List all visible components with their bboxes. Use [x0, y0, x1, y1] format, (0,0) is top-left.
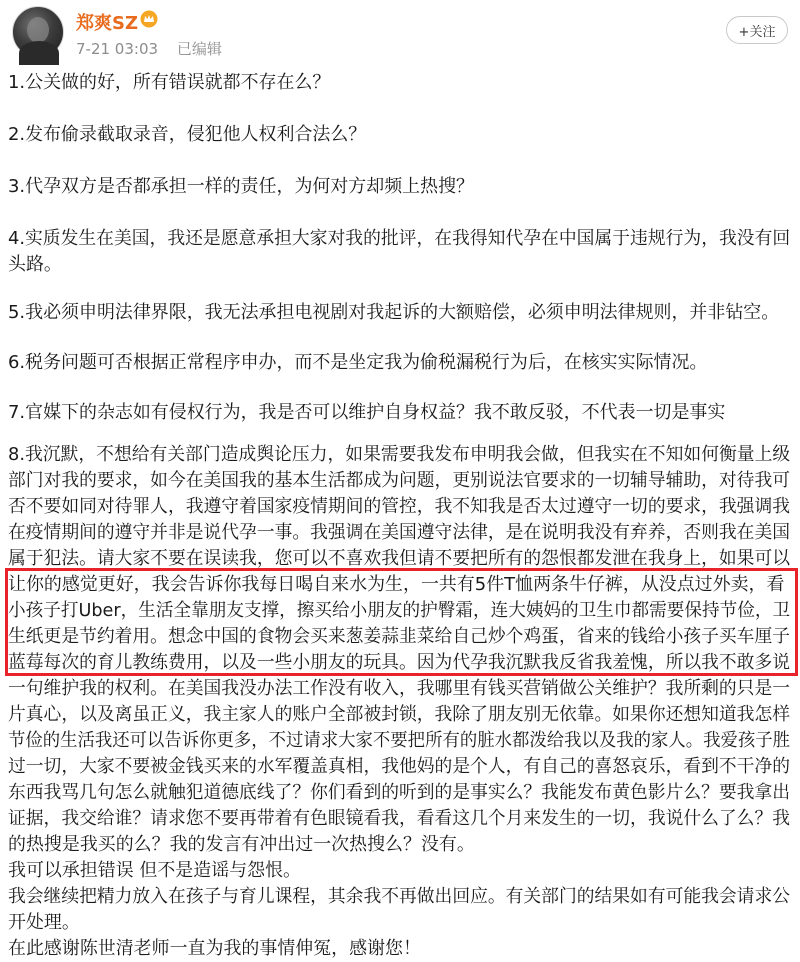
text-line: 我可以承担错误 但不是造谣与怨恨。: [8, 860, 301, 881]
text-line: 3.代孕双方是否都承担一样的责任，为何对方却频上热搜？: [8, 176, 474, 197]
text-line: 4.实质发生在美国，我还是愿意承担大家对我的批评，在我得知代孕在中国属于违规行为，我没有回: [8, 228, 791, 249]
text-line: 属于犯法。请大家不要在误读我，您可以不喜欢我但请不要把所有的怨恨都发泄在我身上，如果可以: [8, 548, 790, 569]
avatar-face: [27, 17, 49, 43]
text-line: 8.我沉默，不想给有关部门造成舆论压力，如果需要我发布申明我会做，但我实在不知如何衡量上级: [8, 444, 791, 465]
paragraph-5: [8, 300, 792, 326]
text-line: 1.公关做的好，所有错误就都不存在么？: [8, 72, 331, 93]
text-line: 东西我骂几句怎么就触犯道德底线了？你们看到的听到的是事实么？我能发布黄色影片么？要我拿出: [8, 782, 790, 803]
paragraph-2: [8, 122, 792, 148]
text-line: 我会继续把精力放入在孩子与育儿课程，其余我不再做出回应。有关部门的结果如有可能我会请求公: [8, 886, 790, 907]
author-name[interactable]: 郑爽SZ: [76, 13, 139, 34]
post-header: [0, 0, 800, 62]
paragraph-8: [8, 442, 792, 962]
avatar-body: [19, 41, 59, 65]
text-line: 的热搜是我买的么？我的发言有冲出过一次热搜么？没有。: [8, 834, 475, 855]
text-line: 节俭的生活我还可以告诉你更多，不过请求大家不要把所有的脏水都泼给我以及我的家人。我爱孩子胜: [8, 730, 790, 751]
text-line: 2.发布偷录截取录音，侵犯他人权利合法么？: [8, 124, 367, 145]
edited-label: 已编辑: [176, 40, 222, 58]
text-line: 在此感谢陈世清老师一直为我的事情伸冤，感谢您！: [8, 938, 421, 959]
text-line: 过一切，大家不要被金钱买来的水军覆盖真相，我他妈的是个人，有自己的喜怒哀乐，看到不干净的: [8, 756, 790, 777]
text-line: 7.官媒下的杂志如有侵权行为，我是否可以维护自身权益？我不敢反驳，不代表一切是事实: [8, 402, 726, 423]
avatar[interactable]: [12, 6, 64, 58]
paragraph-4: [8, 226, 792, 278]
text-line: 否不要如同对待罪人，我遵守着国家疫情期间的管控，我不知我是否太过遵守一切的要求，我强调我: [8, 496, 790, 517]
text-line: 部门对我的要求，如今在美国我的基本生活都成为问题，更别说法官要求的一切辅导辅助，对待我可: [8, 470, 790, 491]
paragraph-1: [8, 70, 792, 96]
text-line: 小孩子打Uber，生活全靠朋友支撑，擦买给小朋友的护臀霜，连大姨妈的卫生巾都需要保持节俭，卫: [8, 600, 791, 621]
paragraph-6: [8, 350, 792, 376]
follow-button[interactable]: +关注: [726, 16, 788, 44]
paragraph-7: [8, 400, 792, 426]
paragraph-3: [8, 174, 792, 200]
text-line: 蓝莓每次的育儿教练费用，以及一些小朋友的玩具。因为代孕我沉默我反省我羞愧，所以我不敢多说: [8, 652, 790, 673]
crown-icon: [140, 10, 158, 28]
text-line: 让你的感觉更好，我会告诉你我每日喝自来水为生，一共有5件T恤两条牛仔裤，从没点过外卖，看: [8, 574, 785, 595]
text-line: 生纸更是节约着用。想念中国的食物会买来葱姜蒜韭菜给自己炒个鸡蛋，省来的钱给小孩子买车厘子: [8, 626, 790, 647]
text-line: 一句维护我的权利。在美国我没办法工作没有收入，我哪里有钱买营销做公关维护？我所剩的只是一: [8, 678, 790, 699]
post-meta: [76, 38, 236, 59]
text-line: 头路。: [8, 254, 62, 275]
text-line: 片真心，以及离虽正义，我主家人的账户全部被封锁，我除了朋友别无依靠。如果你还想知道我怎样: [8, 704, 790, 725]
post-timestamp[interactable]: 7-21 03:03: [76, 40, 159, 58]
text-line: 在疫情期间的遵守并非是说代孕一事。我强调在美国遵守法律，是在说明我没有弃养，否则我在美国: [8, 522, 790, 543]
text-line: 证据，我交给谁？请求您不要再带着有色眼镜看我，看看这几个月来发生的一切，我说什么了么？我: [8, 808, 790, 829]
text-line: 开处理。: [8, 912, 80, 933]
text-line: 5.我必须申明法律界限，我无法承担电视剧对我起诉的大额赔偿，必须申明法律规则，并非钻空。: [8, 302, 780, 323]
text-line: 6.税务问题可否根据正常程序申办，而不是坐定我为偷税漏税行为后，在核实实际情况。: [8, 352, 708, 373]
